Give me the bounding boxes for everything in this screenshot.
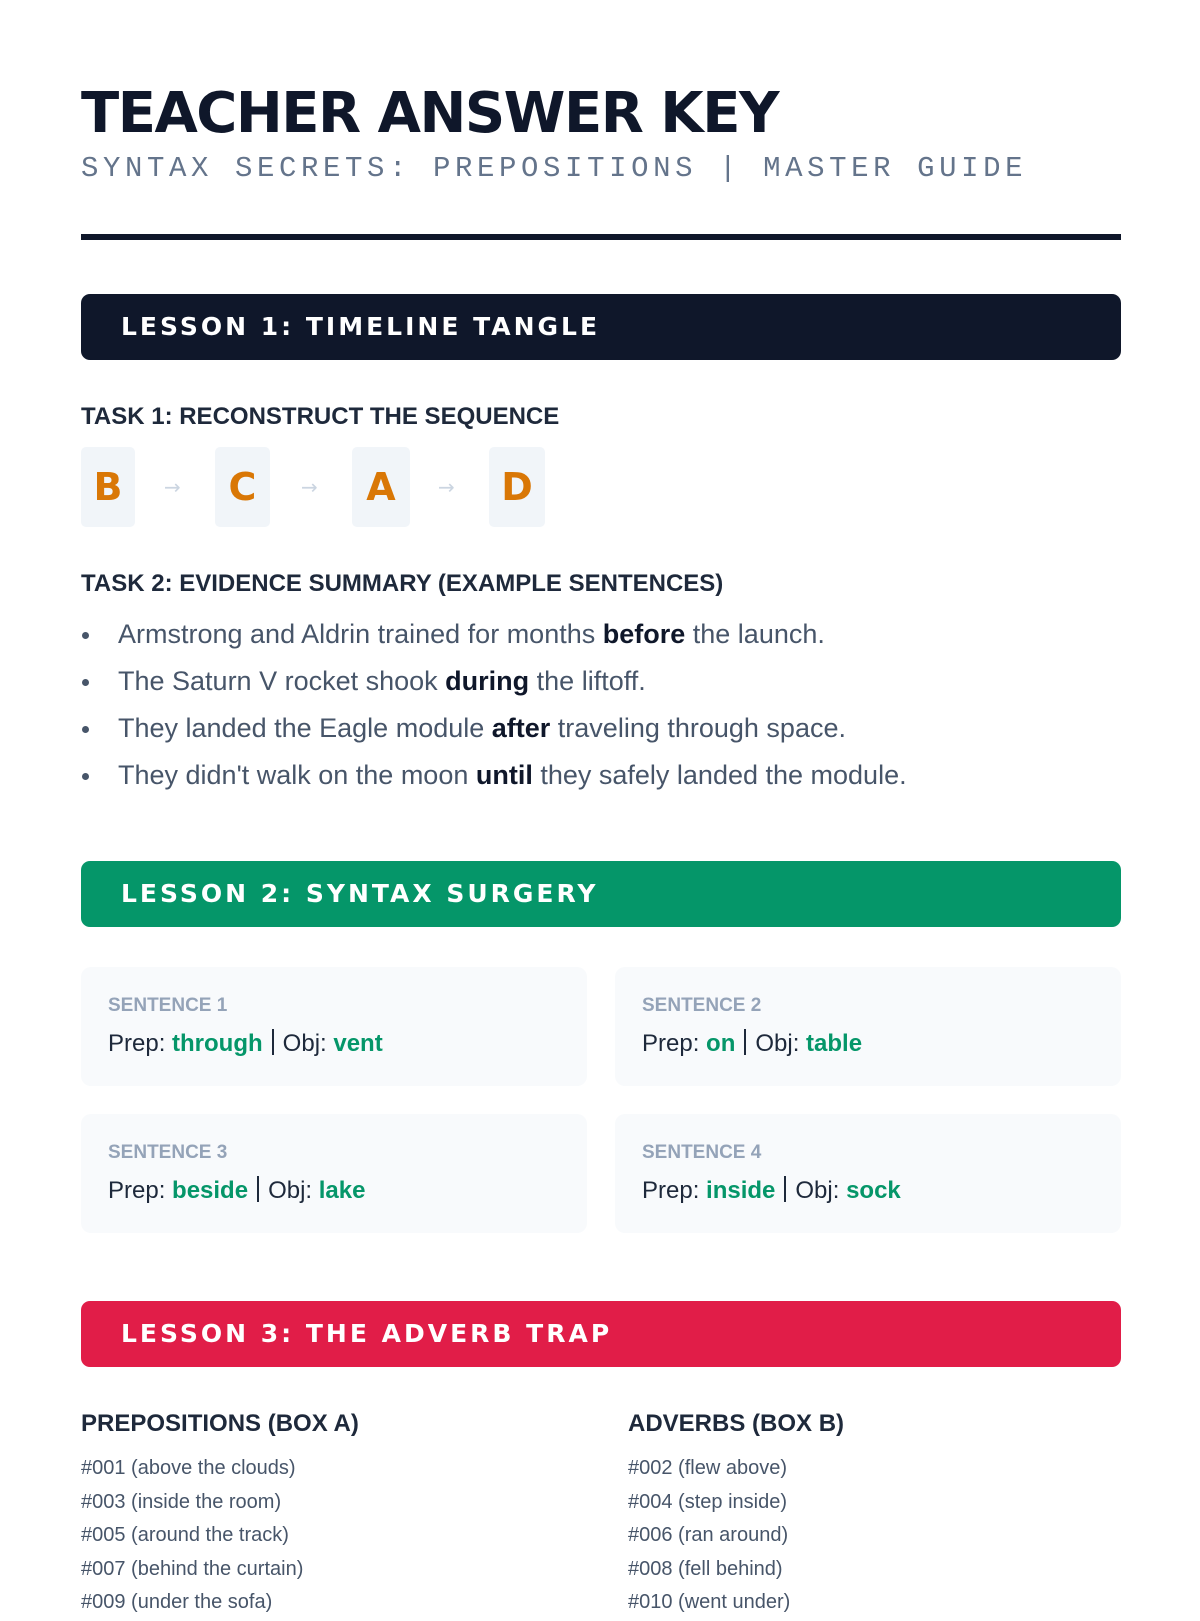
card-label: SENTENCE 2 xyxy=(642,995,762,1016)
evidence-list xyxy=(81,616,1121,804)
list-item: #009 (under the sofa) xyxy=(81,1591,273,1613)
sequence-step-1: B xyxy=(81,447,135,527)
list-item: They didn't walk on the moon until they safely landed the module. xyxy=(81,757,1121,804)
page-title: TEACHER ANSWER KEY xyxy=(81,81,779,146)
lesson-3-banner: LESSON 3: THE ADVERB TRAP xyxy=(81,1301,1121,1367)
task-1-heading: TASK 1: RECONSTRUCT THE SEQUENCE xyxy=(81,403,560,430)
card-answer: Prep: through Obj: vent xyxy=(108,1030,383,1057)
sequence-row xyxy=(81,447,681,527)
lesson-1-banner: LESSON 1: TIMELINE TANGLE xyxy=(81,294,1121,360)
box-a-heading: PREPOSITIONS (BOX A) xyxy=(81,1410,359,1437)
card-answer: Prep: beside Obj: lake xyxy=(108,1177,366,1204)
list-item: #008 (fell behind) xyxy=(628,1557,783,1580)
preposition-highlight: during xyxy=(445,666,530,696)
list-item: #003 (inside the room) xyxy=(81,1490,282,1513)
divider xyxy=(257,1176,259,1202)
list-item: #007 (behind the curtain) xyxy=(81,1557,304,1580)
list-item: Armstrong and Aldrin trained for months before the launch. xyxy=(81,616,1121,663)
box-b-list xyxy=(628,1453,790,1621)
sentence-card xyxy=(615,967,1121,1086)
header-divider xyxy=(81,234,1121,240)
card-answer: Prep: on Obj: table xyxy=(642,1030,863,1057)
divider xyxy=(744,1029,746,1055)
arrow-right-icon: → xyxy=(301,475,318,499)
card-answer: Prep: inside Obj: sock xyxy=(642,1177,901,1204)
card-label: SENTENCE 4 xyxy=(642,1142,762,1163)
list-item: #005 (around the track) xyxy=(81,1524,289,1546)
list-item: They landed the Eagle module after traveling through space. xyxy=(81,710,1121,757)
sentence-card xyxy=(81,1114,587,1233)
list-item: The Saturn V rocket shook during the liftoff. xyxy=(81,663,1121,710)
sequence-step-2: C xyxy=(215,447,270,527)
list-item: #002 (flew above) xyxy=(628,1457,787,1479)
prep-answer: beside xyxy=(172,1177,249,1204)
list-item: #001 (above the clouds) xyxy=(81,1457,296,1479)
divider xyxy=(272,1029,274,1055)
preposition-highlight: until xyxy=(475,760,533,790)
list-item: #006 (ran around) xyxy=(628,1524,789,1546)
sequence-step-4: D xyxy=(489,447,545,527)
box-b-heading: ADVERBS (BOX B) xyxy=(628,1410,845,1437)
object-answer: lake xyxy=(318,1177,366,1204)
task-2-heading: TASK 2: EVIDENCE SUMMARY (EXAMPLE SENTENCES) xyxy=(81,570,724,597)
divider xyxy=(784,1176,786,1202)
prep-answer: inside xyxy=(706,1177,776,1204)
page-subtitle: SYNTAX SECRETS: PREPOSITIONS | MASTER GUIDE xyxy=(81,152,1028,185)
arrow-right-icon: → xyxy=(164,475,181,499)
card-label: SENTENCE 3 xyxy=(108,1142,228,1163)
card-label: SENTENCE 1 xyxy=(108,995,228,1016)
list-item: #010 (went under) xyxy=(628,1591,791,1613)
box-a-list xyxy=(81,1453,303,1621)
object-answer: sock xyxy=(846,1177,901,1204)
preposition-highlight: before xyxy=(602,619,686,649)
sentence-card xyxy=(81,967,587,1086)
object-answer: vent xyxy=(333,1030,383,1057)
list-item: #004 (step inside) xyxy=(628,1490,787,1513)
prep-answer: through xyxy=(172,1030,263,1057)
sentence-card xyxy=(615,1114,1121,1233)
arrow-right-icon: → xyxy=(438,475,455,499)
preposition-highlight: after xyxy=(491,713,551,743)
sequence-step-3: A xyxy=(352,447,410,527)
lesson-2-banner: LESSON 2: SYNTAX SURGERY xyxy=(81,861,1121,927)
object-answer: table xyxy=(806,1030,863,1057)
prep-answer: on xyxy=(706,1030,736,1057)
